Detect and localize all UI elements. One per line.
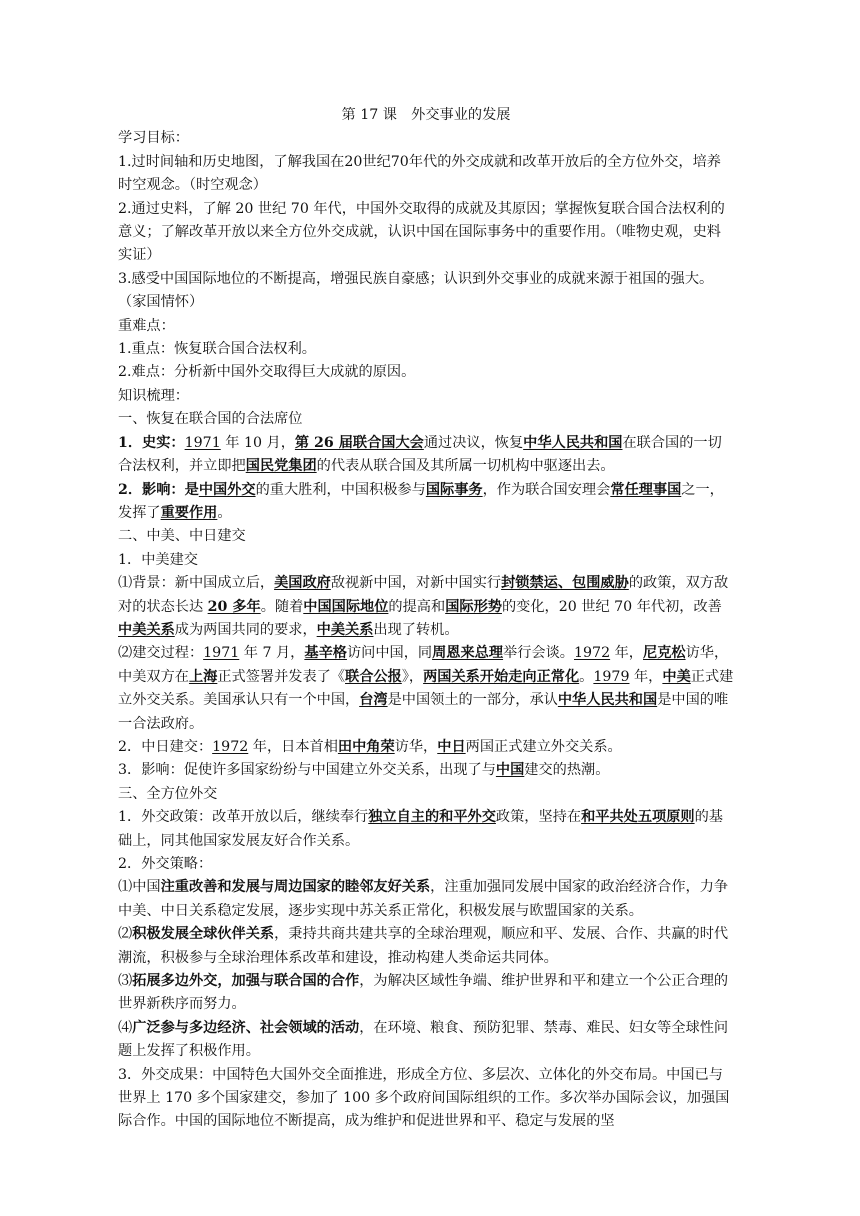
text: 政策，坚持在: [495, 809, 582, 826]
section-2-heading: 二、中美、中日建交: [118, 528, 246, 545]
text: 的基础上，同其他国家发展友好合作关系。: [118, 809, 723, 849]
keyword: 中华人民共和国: [523, 434, 623, 451]
text: 。: [579, 668, 594, 685]
strategy-2: [118, 923, 734, 970]
text: ⑶: [118, 973, 133, 990]
strategy-1: [118, 876, 734, 923]
text: 建交的热潮。: [524, 762, 610, 779]
keyword: 拓展多边外交，加强与联合国的合作: [132, 973, 360, 990]
text: 访华，中美双方在: [118, 645, 729, 685]
key-point-2: 2.难点：分析新中国外交取得巨大成就的原因。: [118, 364, 416, 381]
text: 年 10 月，: [220, 434, 295, 451]
keyword: 第 26 届联合国大会: [294, 434, 424, 451]
strategy-3: [118, 970, 734, 1017]
keyword: 周恩来总理: [432, 645, 504, 662]
text: ⑵建交过程：: [118, 645, 204, 662]
keyword: 国际形势: [445, 598, 502, 615]
keyword: 中国: [495, 762, 525, 779]
keyword: 台湾: [359, 692, 388, 709]
text: 是中国领土的一部分，承认: [387, 692, 558, 709]
outline-heading: 知识梳理：: [118, 387, 189, 404]
text: 的政策，双方敌对的状态长达: [118, 575, 729, 615]
diplomatic-results: 3．外交成果：中国特色大国外交全面推进，形成全方位、多层次、立体化的外交布局。中国已与世界上 170 多个国家建交，参加了 100 多个政府间国际组织的工作。多次举办国际会议，加强国际合作。中国的国际地位不断提高，成为维护和促进世界和平、稳定与发展的坚: [118, 1066, 730, 1130]
text: 的重大胜利，中国积极参与: [255, 481, 426, 498]
text: ⑴中国: [118, 879, 161, 896]
keyword: 1972: [574, 645, 611, 662]
section-2-sub-1: 1．中美建交: [118, 551, 198, 568]
text: ⑷: [118, 1019, 133, 1036]
keyword: 重要作用: [160, 504, 218, 521]
text: ⑵: [118, 926, 133, 943]
text: ⑴背景：新中国成立后，: [118, 575, 275, 592]
text: ，为解决区域性争端、维护世界和平和建立一个公正合理的世界新秩序而努力。: [118, 973, 729, 1013]
text: 年，: [610, 645, 643, 662]
text: 是中国的唯一合法政府。: [118, 692, 729, 732]
keyword: 国民党集团: [245, 458, 317, 475]
keyword: 中国外交: [198, 481, 256, 498]
keyword: 上海: [188, 668, 218, 685]
key-heading: 重难点：: [118, 317, 175, 334]
keyword: 尼克松: [643, 645, 686, 662]
text: 。: [217, 504, 232, 521]
text: 3．影响：促使许多国家纷纷与中国建立外交关系，出现了与: [118, 762, 496, 779]
label-text: 2．影响：是: [118, 481, 199, 498]
text: 1．外交政策：改革开放以后，继续奉行: [118, 809, 369, 826]
text: 》，: [401, 668, 424, 685]
keyword: 联合公报: [345, 668, 402, 685]
text: 年 7 月，: [239, 645, 305, 662]
text: ，注重加强同发展中国家的政治经济合作，力争中美、中日关系稳定发展，逐步实现中苏关系正常化，积极发展与欧盟国家的关系。: [118, 879, 729, 919]
keyword: 中国国际地位: [303, 598, 389, 615]
text: 两国正式建立外交关系。: [465, 738, 622, 755]
text: 访问中国，同: [346, 645, 433, 662]
keyword: 中日: [437, 738, 466, 755]
text: 2．中日建交：: [118, 738, 213, 755]
keyword: 注重改善和发展与周边国家的睦邻友好关系: [160, 879, 431, 896]
strategy-4: [118, 1017, 734, 1064]
text: 。随着: [260, 598, 304, 615]
section-2-impact: [118, 759, 734, 782]
us-background: [118, 572, 734, 642]
keyword: 1971: [184, 434, 221, 451]
keyword: 中华人民共和国: [557, 692, 658, 709]
text: 举行会谈。: [503, 645, 574, 662]
cn-jp-relations: [118, 736, 734, 759]
keyword: 独立自主的和平外交: [368, 809, 496, 826]
keyword: 中美: [662, 668, 691, 685]
text: 年，: [629, 668, 663, 685]
us-process: [118, 642, 734, 736]
keyword: 国际事务: [425, 481, 483, 498]
goal-2: 2.通过史料，了解 20 世纪 70 年代，中国外交取得的成就及其原因；掌握恢复联合国合法权利的意义；了解改革开放以来全方位外交成就，认识中国在国际事务中的重要作用。（唯物史观，史料实证）: [118, 200, 725, 264]
keyword: 常任理事国: [610, 481, 682, 498]
document-body: [118, 104, 734, 1134]
keyword: 积极发展全球伙伴关系: [132, 926, 275, 943]
goal-3: 3.感受中国国际地位的不断提高，增强民族自豪感；认识到外交事业的成就来源于祖国的强大。（家国情怀）: [118, 270, 714, 311]
text: 在联合国的一切合法权利，并立即把: [118, 434, 722, 475]
section-1-heading: 一、恢复在联合国的合法席位: [118, 411, 303, 428]
strategy-heading: 2．外交策略：: [118, 856, 213, 872]
section-3-heading: 三、全方位外交: [118, 785, 218, 802]
text: ，在环境、粮食、预防犯罪、禁毒、难民、妇女等全球性问题上发挥了积极作用。: [118, 1019, 729, 1060]
section-1-facts: [118, 432, 734, 479]
text: ，作为联合国安理会: [482, 481, 611, 498]
text: ，秉持共商共建共享的全球治理观，顺应和平、发展、合作、共赢的时代潮流，积极参与全球治理体系改革和建设，推动构建人类命运共同体。: [118, 926, 729, 966]
foreign-policy: [118, 806, 734, 853]
keyword: 美国政府: [274, 575, 331, 592]
keyword: 基辛格: [304, 645, 347, 662]
text: 成为两国共同的要求，: [174, 621, 317, 638]
keyword: 1979: [593, 668, 630, 685]
text: 敌视新中国，对新中国实行: [330, 575, 502, 592]
text: 通过决议，恢复: [423, 434, 524, 451]
text: 的代表从联合国及其所属一切机构中驱逐出去。: [316, 458, 615, 475]
keyword: 和平共处五项原则: [581, 809, 695, 826]
text: 年，日本首相: [248, 738, 338, 755]
text: 的变化，20 世纪 70 年代初，改善: [501, 598, 722, 615]
keyword: 广泛参与多边经济、社会领域的活动: [132, 1019, 360, 1036]
keyword: 封锁禁运、包围威胁: [501, 575, 629, 592]
text: 正式签署并发表了《: [217, 668, 346, 685]
page-title: 第 17 课 外交事业的发展: [341, 107, 511, 123]
keyword: 中美关系: [316, 621, 374, 638]
label-text: 1．史实：: [118, 434, 185, 451]
text: 访华，: [394, 738, 438, 755]
keyword: 20 多年: [207, 598, 261, 615]
keyword: 1971: [203, 645, 240, 662]
goal-1: 1.过时间轴和历史地图，了解我国在20世纪70年代的外交成就和改革开放后的全方位外交，培养时空观念。（时空观念）: [118, 153, 721, 194]
keyword: 田中角荣: [337, 738, 395, 755]
text: 出现了转机。: [373, 621, 459, 638]
text: 正式建立外交关系。美国承认只有一个中国，: [118, 668, 734, 709]
text: 之一，发挥了: [118, 481, 724, 521]
keyword: 中美关系: [118, 621, 175, 638]
keyword: 两国关系开始走向正常化: [423, 668, 580, 685]
goals-heading: 学习目标：: [118, 130, 189, 147]
keyword: 1972: [212, 738, 249, 755]
section-1-impact: [118, 479, 734, 526]
text: 的提高和: [388, 598, 446, 615]
key-point-1: 1.重点：恢复联合国合法权利。: [118, 341, 316, 358]
